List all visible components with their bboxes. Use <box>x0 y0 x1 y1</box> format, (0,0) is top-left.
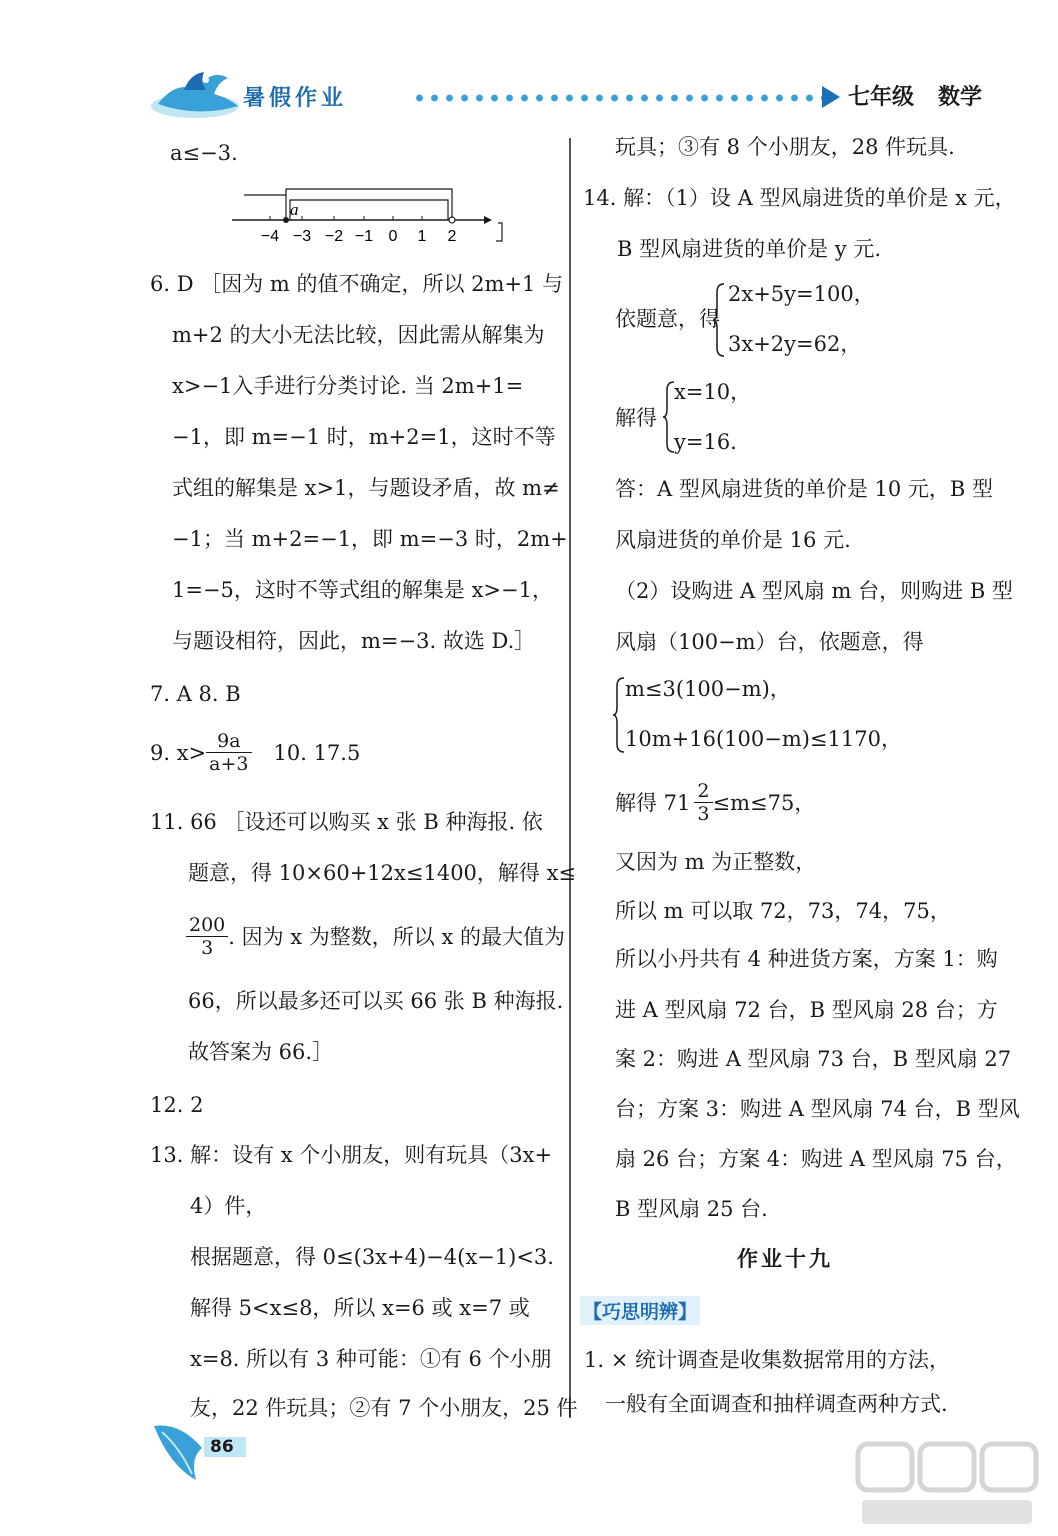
q14-line: 又因为 m 为正整数， <box>615 850 817 874</box>
header-arrow-icon <box>822 86 840 108</box>
wave-logo-icon <box>148 60 243 122</box>
system2-ineq: 10m+16(100−m)≤1170， <box>625 727 902 751</box>
left-brace-icon <box>712 282 726 358</box>
q1-line: 一般有全面调查和抽样调查两种方式. <box>605 1392 948 1416</box>
header-title: 暑假作业 <box>243 86 348 111</box>
header-grade: 七年级 <box>848 84 915 110</box>
q14-line: 扇 26 台；方案 4：购进 A 型风扇 75 台， <box>615 1147 1017 1171</box>
q9-frac-den: a+3 <box>209 753 249 775</box>
header-logo <box>148 60 243 122</box>
q11-line: 11. 66 ［设还可以购买 x 张 B 种海报. 依 <box>150 810 543 834</box>
q14-line: （2）设购进 A 型风扇 m 台，则购进 B 型 <box>615 579 1013 603</box>
q11-line: 66，所以最多还可以买 66 张 B 种海报. <box>188 989 564 1013</box>
q6-line: 式组的解集是 x>1，与题设矛盾，故 m≠ <box>172 476 560 500</box>
tick-label: 0 <box>388 228 398 245</box>
solution2-prefix: 解得 71 <box>615 790 691 815</box>
q9-answer <box>150 730 360 775</box>
q11-frac-num: 200 <box>186 914 228 937</box>
system1-eq: 3x+2y=62， <box>728 332 862 356</box>
tick-label: 1 <box>417 228 427 245</box>
q13-line: x=8. 所以有 3 种可能：①有 6 个小朋 <box>190 1347 552 1371</box>
section-title: 作业十九 <box>737 1246 833 1271</box>
q13-line: 4）件， <box>190 1194 267 1218</box>
q9-prefix: 9. x> <box>150 740 207 765</box>
solution1-eq: x=10， <box>674 380 752 404</box>
q6-line: m+2 的大小无法比较，因此需从解集为 <box>172 323 545 347</box>
system1-eq: 2x+5y=100， <box>728 282 875 306</box>
number-line-figure <box>226 183 516 251</box>
q10-answer: 10. 17.5 <box>273 740 361 765</box>
q11-after-frac: . 因为 x 为整数，所以 x 的最大值为 <box>228 924 566 949</box>
section-tag: 【巧思明辨】 <box>580 1296 700 1325</box>
q14-line: 答：A 型风扇进货的单价是 10 元，B 型 <box>615 477 994 501</box>
solution2 <box>615 780 815 825</box>
q11-line <box>186 914 565 959</box>
q14-line: B 型风扇 25 台. <box>615 1197 768 1221</box>
q9-frac-num: 9a <box>206 730 251 753</box>
system1-label: 依题意，得 <box>615 307 720 331</box>
q14-line: 风扇（100−m）台，依题意，得 <box>615 630 924 654</box>
solution2-suffix: ≤m≤75， <box>712 790 816 815</box>
q14-line: 进 A 型风扇 72 台，B 型风扇 28 台；方 <box>615 998 998 1022</box>
q6-line: 1=−5，这时不等式组的解集是 x>−1， <box>172 578 553 602</box>
page-number: 86 <box>204 1437 246 1457</box>
q6-line: −1，即 m=−1 时，m+2=1，这时不等 <box>172 425 556 449</box>
q14-line: 所以 m 可以取 72，73，74，75， <box>615 899 951 923</box>
solution1-label: 解得 <box>615 406 657 430</box>
q14-line: B 型风扇进货的单价是 y 元. <box>617 237 881 261</box>
solution2-frac-den: 3 <box>697 803 710 825</box>
solution1-eq: y=16. <box>674 430 737 454</box>
answer-line: a≤−3. <box>170 141 238 165</box>
q12-answer: 12. 2 <box>150 1093 204 1117</box>
tick-label: 2 <box>447 228 457 245</box>
q9-fraction <box>206 730 251 775</box>
q6-line: x>−1入手进行分类讨论. 当 2m+1= <box>172 374 524 398</box>
q13-line: 根据题意，得 0≤(3x+4)−4(x−1)<3. <box>190 1245 554 1269</box>
tick-label: −1 <box>354 228 374 245</box>
q14-line: 台；方案 3：购进 A 型风扇 74 台，B 型风 <box>615 1097 1020 1121</box>
q6-line: 与题设相符，因此，m=−3. 故选 D.］ <box>172 629 536 653</box>
left-brace-icon <box>612 676 626 754</box>
q7-8-answer: 7. A 8. B <box>150 682 241 706</box>
system2-ineq: m≤3(100−m)， <box>625 677 791 701</box>
watermark-logo <box>852 1440 1042 1530</box>
q11-line: 故答案为 66.］ <box>188 1040 334 1064</box>
q6-line: 6. D ［因为 m 的值不确定，所以 2m+1 与 <box>150 272 564 296</box>
q14-line: 所以小丹共有 4 种进货方案，方案 1：购 <box>615 947 998 971</box>
q1-line: 1. × 统计调查是收集数据常用的方法， <box>584 1348 950 1372</box>
q11-fraction <box>186 914 228 959</box>
q13-line: 友，22 件玩具；②有 7 个小朋友，25 件 <box>190 1396 578 1420</box>
page-number-decoration <box>150 1418 210 1488</box>
solution2-frac-num: 2 <box>694 780 712 803</box>
tick-label: −2 <box>324 228 344 245</box>
q11-frac-den: 3 <box>201 937 214 959</box>
solution2-fraction <box>694 780 712 825</box>
q13-continued: 玩具；③有 8 个小朋友，28 件玩具. <box>615 135 955 159</box>
header-subject: 数学 <box>938 84 983 110</box>
q13-line: 解得 5<x≤8，所以 x=6 或 x=7 或 <box>190 1296 530 1320</box>
leaf-icon <box>150 1418 210 1488</box>
tick-label: −3 <box>292 228 312 245</box>
q13-line: 13. 解：设有 x 个小朋友，则有玩具（3x+ <box>150 1143 553 1167</box>
column-divider <box>569 138 571 1418</box>
q11-line: 题意，得 10×60+12x≤1400，解得 x≤ <box>188 861 577 885</box>
tick-label: −4 <box>260 228 280 245</box>
number-line-label-a: a <box>290 200 299 219</box>
q6-line: −1；当 m+2=−1，即 m=−3 时，2m+ <box>172 527 568 551</box>
q14-line: 案 2：购进 A 型风扇 73 台，B 型风扇 27 <box>615 1047 1012 1071</box>
q14-line: 14. 解：（1）设 A 型风扇进货的单价是 x 元， <box>583 186 1016 210</box>
q14-line: 风扇进货的单价是 16 元. <box>615 528 851 552</box>
header-dots <box>412 93 822 103</box>
